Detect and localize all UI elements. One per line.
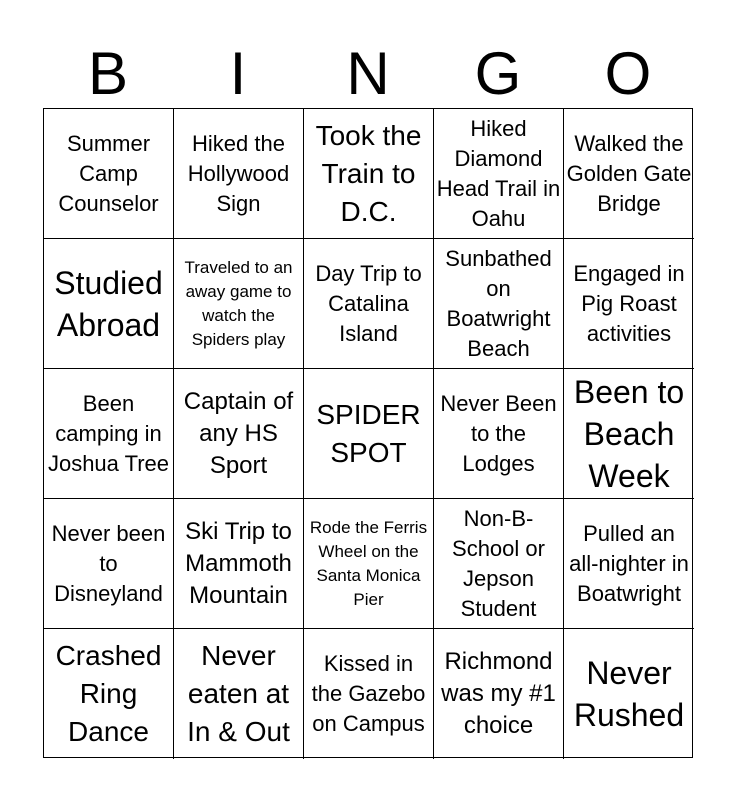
cell-text: Ski Trip to Mammoth Mountain: [185, 517, 292, 609]
cell-text: Walked the Golden Gate Bridge: [566, 130, 692, 216]
bingo-cell[interactable]: [304, 109, 434, 239]
cell-text: Studied Abroad: [54, 264, 163, 343]
cell-text: Pulled an all-nighter in Boatwright: [569, 520, 689, 606]
cell-text: Never Rushed: [573, 655, 685, 733]
bingo-cell[interactable]: [174, 109, 304, 239]
header-letter-b: B: [87, 40, 129, 107]
cell-text: Crashed Ring Dance: [55, 640, 162, 747]
bingo-cell[interactable]: [44, 369, 174, 499]
cell-text: Been camping in Joshua Tree: [47, 390, 170, 476]
header-letter-o: O: [604, 40, 652, 107]
cell-text: Traveled to an away game to watch the Spiders play: [184, 257, 293, 349]
bingo-cell[interactable]: [564, 239, 694, 369]
bingo-cell[interactable]: [44, 499, 174, 629]
bingo-cell[interactable]: [44, 629, 174, 759]
bingo-cell[interactable]: [174, 239, 304, 369]
bingo-cell[interactable]: [434, 369, 564, 499]
cell-text: Never eaten at In & Out: [187, 640, 290, 747]
bingo-cell[interactable]: [44, 109, 174, 239]
cell-text: Summer Camp Counselor: [58, 130, 159, 216]
bingo-cell[interactable]: [304, 239, 434, 369]
bingo-cell[interactable]: [174, 369, 304, 499]
bingo-cell[interactable]: [434, 629, 564, 759]
cell-text: Never been to Disneyland: [51, 520, 166, 606]
cell-text: Captain of any HS Sport: [183, 387, 294, 479]
free-space-cell[interactable]: [304, 369, 434, 499]
cell-text: Non-B-School or Jepson Student: [452, 505, 545, 621]
header-letter-n: N: [346, 40, 390, 107]
bingo-cell[interactable]: [174, 499, 304, 629]
bingo-cell[interactable]: [564, 629, 694, 759]
bingo-cell[interactable]: [434, 499, 564, 629]
bingo-cell[interactable]: [564, 499, 694, 629]
cell-text: Been to Beach Week: [573, 373, 685, 494]
bingo-cell[interactable]: [304, 499, 434, 629]
cell-text: Hiked the Hollywood Sign: [187, 130, 290, 216]
cell-text: Never Been to the Lodges: [440, 390, 557, 476]
cell-text: Rode the Ferris Wheel on the Santa Monica Pier: [309, 517, 428, 609]
cell-text: Hiked Diamond Head Trail in Oahu: [436, 115, 561, 231]
cell-text: Engaged in Pig Roast activities: [573, 260, 685, 346]
cell-text: Day Trip to Catalina Island: [315, 260, 422, 346]
header-letter-i: I: [229, 40, 247, 107]
header-letter-g: G: [474, 40, 522, 107]
bingo-cell[interactable]: [304, 629, 434, 759]
bingo-cell[interactable]: [564, 109, 694, 239]
cell-text: Sunbathed on Boatwright Beach: [445, 245, 552, 361]
bingo-cell[interactable]: [434, 109, 564, 239]
bingo-cell[interactable]: [434, 239, 564, 369]
bingo-cell[interactable]: [564, 369, 694, 499]
bingo-cell[interactable]: [174, 629, 304, 759]
free-space-text: SPIDER SPOT: [316, 398, 421, 468]
bingo-cell[interactable]: [44, 239, 174, 369]
bingo-header: [43, 40, 693, 108]
cell-text: Took the Train to D.C.: [315, 119, 422, 227]
cell-text: Richmond was my #1 choice: [441, 648, 556, 739]
cell-text: Kissed in the Gazebo on Campus: [311, 651, 426, 736]
bingo-board: [43, 108, 693, 758]
